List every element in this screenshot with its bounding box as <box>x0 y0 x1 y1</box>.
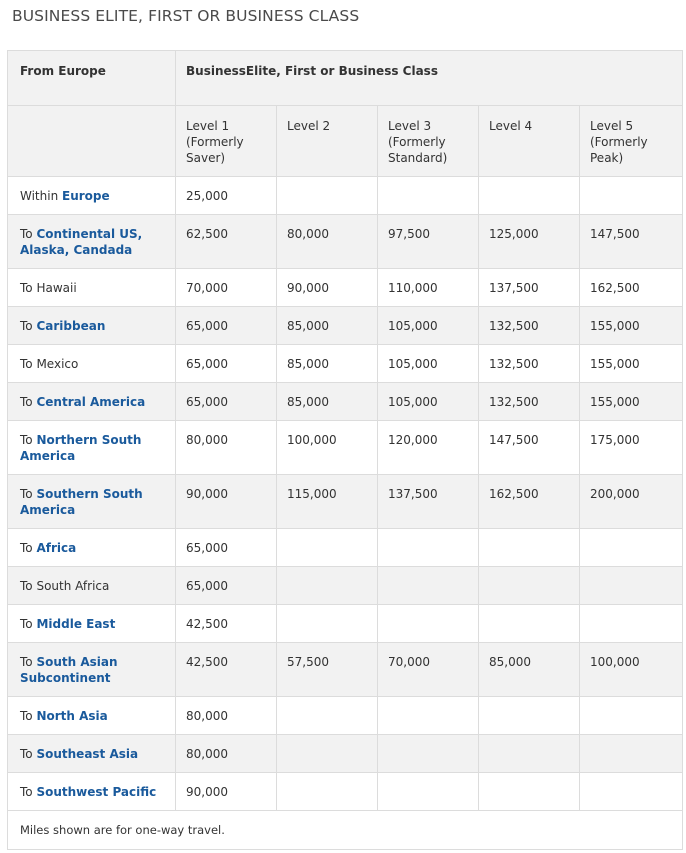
level-4-miles: 85,000 <box>479 643 580 697</box>
level-5-miles <box>580 567 683 605</box>
level-3-miles <box>378 735 479 773</box>
levels-row <box>8 106 683 177</box>
level-1-miles: 65,000 <box>176 567 277 605</box>
level-1-miles: 80,000 <box>176 697 277 735</box>
destination-prefix: To <box>20 541 33 555</box>
destination-cell <box>8 567 176 605</box>
level-1-header <box>176 106 277 177</box>
table-row <box>8 475 683 529</box>
level-1-miles: 90,000 <box>176 475 277 529</box>
level-3-miles <box>378 177 479 215</box>
level-5-miles: 155,000 <box>580 345 683 383</box>
destination-prefix: To <box>20 487 33 501</box>
class-header: BusinessElite, First or Business Class <box>176 51 683 106</box>
level-4-header <box>479 106 580 177</box>
level-5-miles: 147,500 <box>580 215 683 269</box>
destination-prefix: To <box>20 785 33 799</box>
level-2-miles: 85,000 <box>277 345 378 383</box>
level-5-header <box>580 106 683 177</box>
destination-link[interactable]: Southwest Pacific <box>36 785 157 799</box>
level-header-line: Level 4 <box>489 119 533 133</box>
destination-link[interactable]: North Asia <box>36 709 108 723</box>
level-5-miles <box>580 177 683 215</box>
destination-prefix: To <box>20 655 33 669</box>
destination-prefix: To <box>20 227 33 241</box>
level-5-miles: 155,000 <box>580 307 683 345</box>
level-3-miles: 105,000 <box>378 345 479 383</box>
destination-cell <box>8 735 176 773</box>
level-2-miles: 115,000 <box>277 475 378 529</box>
level-3-miles: 137,500 <box>378 475 479 529</box>
destination-prefix: Within <box>20 189 59 203</box>
table-row <box>8 177 683 215</box>
level-3-miles: 70,000 <box>378 643 479 697</box>
level-1-miles: 65,000 <box>176 307 277 345</box>
level-header-line: Peak) <box>590 151 624 165</box>
destination-cell <box>8 307 176 345</box>
destination-prefix: To <box>20 747 33 761</box>
level-4-miles: 125,000 <box>479 215 580 269</box>
level-2-miles <box>277 177 378 215</box>
table-row <box>8 567 683 605</box>
award-chart-body <box>8 51 683 850</box>
level-2-miles <box>277 773 378 811</box>
award-chart-table <box>7 50 683 850</box>
level-2-miles: 85,000 <box>277 307 378 345</box>
level-header-line: (Formerly <box>186 135 244 149</box>
destination-prefix: To <box>20 617 33 631</box>
level-3-miles: 105,000 <box>378 307 479 345</box>
level-3-miles: 97,500 <box>378 215 479 269</box>
level-3-header <box>378 106 479 177</box>
destination-prefix: To <box>20 433 33 447</box>
level-1-miles: 80,000 <box>176 735 277 773</box>
level-5-miles: 175,000 <box>580 421 683 475</box>
destination-cell <box>8 697 176 735</box>
level-5-miles: 100,000 <box>580 643 683 697</box>
destination-cell <box>8 773 176 811</box>
destination-link[interactable]: Middle East <box>36 617 116 631</box>
level-5-miles <box>580 605 683 643</box>
level-header-line: Level 2 <box>287 119 331 133</box>
table-row <box>8 345 683 383</box>
destination-link[interactable]: Europe <box>62 189 110 203</box>
from-europe-header: From Europe <box>8 51 176 106</box>
level-2-miles <box>277 605 378 643</box>
footnote-row <box>8 811 683 850</box>
level-1-miles: 42,500 <box>176 643 277 697</box>
level-4-miles <box>479 177 580 215</box>
level-header-line: Level 1 <box>186 119 230 133</box>
level-2-miles: 57,500 <box>277 643 378 697</box>
destination-link[interactable]: Central America <box>36 395 146 409</box>
destination-prefix: To <box>20 319 33 333</box>
level-4-miles: 137,500 <box>479 269 580 307</box>
level-3-miles: 120,000 <box>378 421 479 475</box>
level-4-miles: 132,500 <box>479 383 580 421</box>
page-title: BUSINESS ELITE, FIRST OR BUSINESS CLASS <box>12 7 360 25</box>
footnote: Miles shown are for one-way travel. <box>8 811 683 850</box>
level-4-miles: 132,500 <box>479 307 580 345</box>
level-1-miles: 65,000 <box>176 529 277 567</box>
level-header-line: Standard) <box>388 151 448 165</box>
destination-cell <box>8 345 176 383</box>
level-4-miles <box>479 773 580 811</box>
table-row <box>8 735 683 773</box>
destination-cell <box>8 421 176 475</box>
level-3-miles <box>378 697 479 735</box>
level-2-miles: 80,000 <box>277 215 378 269</box>
level-5-miles: 200,000 <box>580 475 683 529</box>
level-1-miles: 80,000 <box>176 421 277 475</box>
level-2-miles: 100,000 <box>277 421 378 475</box>
destination-link[interactable]: Continental US, Alaska, Candada <box>20 227 143 257</box>
table-row <box>8 307 683 345</box>
destination-cell <box>8 643 176 697</box>
destination-link[interactable]: South Asian Subcontinent <box>20 655 118 685</box>
level-2-miles <box>277 697 378 735</box>
destination-cell <box>8 215 176 269</box>
level-3-miles: 105,000 <box>378 383 479 421</box>
level-5-miles: 155,000 <box>580 383 683 421</box>
level-4-miles: 132,500 <box>479 345 580 383</box>
table-row <box>8 643 683 697</box>
level-4-miles <box>479 567 580 605</box>
level-1-miles: 90,000 <box>176 773 277 811</box>
level-1-miles: 25,000 <box>176 177 277 215</box>
table-row <box>8 269 683 307</box>
level-header-line: Level 3 <box>388 119 432 133</box>
level-1-miles: 42,500 <box>176 605 277 643</box>
destination-prefix: To <box>20 709 33 723</box>
level-3-miles <box>378 605 479 643</box>
table-row <box>8 605 683 643</box>
level-4-miles <box>479 605 580 643</box>
table-row <box>8 697 683 735</box>
destination-prefix: To <box>20 395 33 409</box>
level-1-miles: 65,000 <box>176 383 277 421</box>
level-4-miles <box>479 697 580 735</box>
destination-cell <box>8 269 176 307</box>
level-5-miles <box>580 773 683 811</box>
level-5-miles <box>580 735 683 773</box>
destination-cell <box>8 529 176 567</box>
level-5-miles: 162,500 <box>580 269 683 307</box>
table-row <box>8 421 683 475</box>
level-1-miles: 70,000 <box>176 269 277 307</box>
destination-link[interactable]: Africa <box>36 541 77 555</box>
table-row <box>8 215 683 269</box>
table-row <box>8 773 683 811</box>
table-row <box>8 529 683 567</box>
destination-cell <box>8 383 176 421</box>
destination-link[interactable]: Caribbean <box>36 319 106 333</box>
destination-cell <box>8 475 176 529</box>
level-3-miles <box>378 529 479 567</box>
level-2-miles: 85,000 <box>277 383 378 421</box>
destination-prefix: To Hawaii <box>20 281 77 295</box>
level-2-header <box>277 106 378 177</box>
level-header-line: (Formerly <box>590 135 648 149</box>
levels-blank-cell <box>8 106 176 177</box>
table-row <box>8 383 683 421</box>
destination-link[interactable]: Northern South America <box>20 433 142 463</box>
level-header-line: (Formerly <box>388 135 446 149</box>
destination-link[interactable]: Southern South America <box>20 487 143 517</box>
level-3-miles: 110,000 <box>378 269 479 307</box>
level-4-miles <box>479 735 580 773</box>
level-1-miles: 62,500 <box>176 215 277 269</box>
level-5-miles <box>580 697 683 735</box>
destination-prefix: To Mexico <box>20 357 79 371</box>
level-4-miles <box>479 529 580 567</box>
level-4-miles: 147,500 <box>479 421 580 475</box>
level-3-miles <box>378 773 479 811</box>
level-2-miles <box>277 529 378 567</box>
destination-link[interactable]: Southeast Asia <box>36 747 139 761</box>
level-3-miles <box>378 567 479 605</box>
level-header-line: Level 5 <box>590 119 634 133</box>
level-1-miles: 65,000 <box>176 345 277 383</box>
header-row <box>8 51 683 106</box>
level-header-line: Saver) <box>186 151 226 165</box>
level-2-miles <box>277 567 378 605</box>
destination-prefix: To South Africa <box>20 579 110 593</box>
destination-cell <box>8 177 176 215</box>
level-5-miles <box>580 529 683 567</box>
level-4-miles: 162,500 <box>479 475 580 529</box>
destination-cell <box>8 605 176 643</box>
level-2-miles: 90,000 <box>277 269 378 307</box>
level-2-miles <box>277 735 378 773</box>
